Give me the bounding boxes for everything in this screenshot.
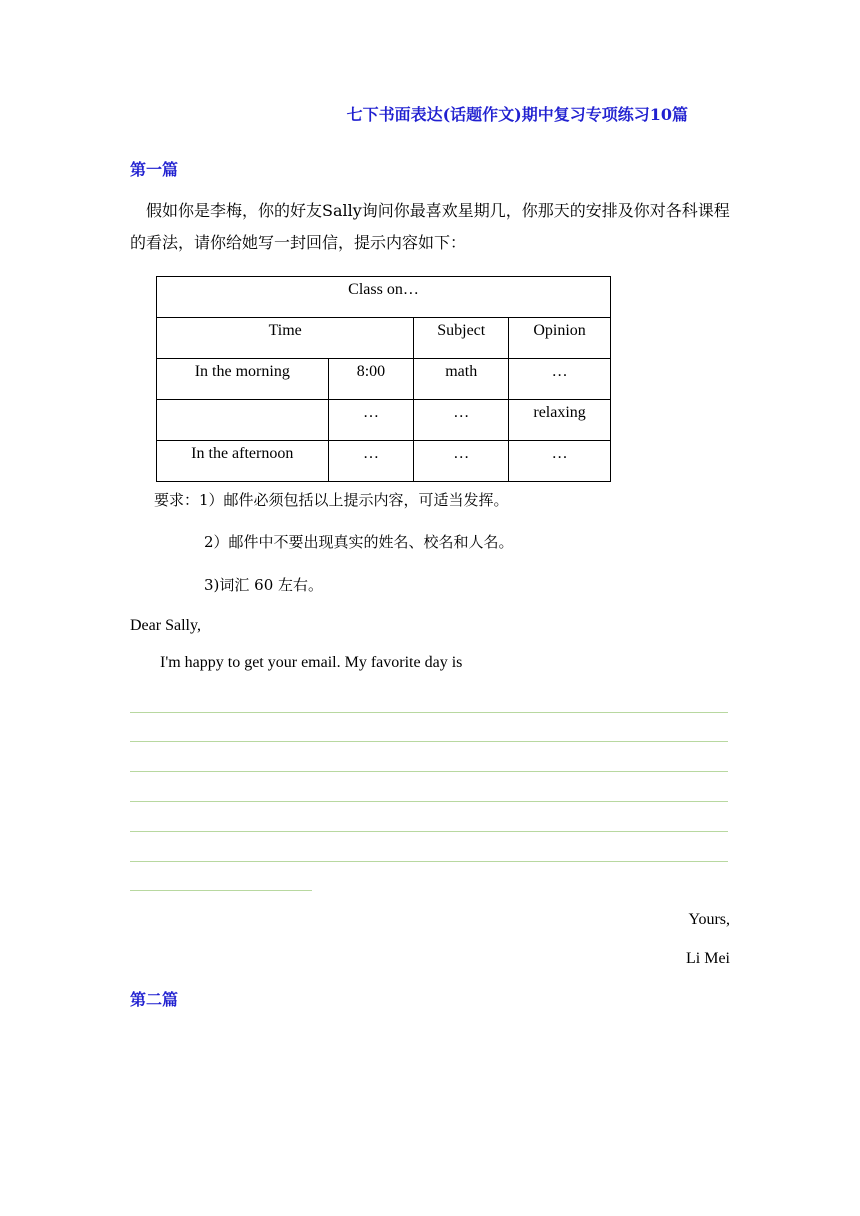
header-subject: Subject (414, 318, 509, 359)
cell-clock: … (328, 441, 414, 482)
table-caption: Class on… (157, 277, 611, 318)
letter-closing: Yours, (688, 911, 730, 928)
page-title: 七下书面表达(话题作文)期中复习专项练习10篇 (346, 105, 688, 124)
prompt-paragraph: 假如你是李梅，你的好友Sally询问你最喜欢星期几，你那天的安排及你对各科课程的看法，请你给她写一封回信，提示内容如下： (130, 201, 730, 252)
table-row (157, 400, 611, 441)
requirement-3: 3)词汇 60 左右。 (204, 576, 324, 594)
cell-opinion: … (509, 441, 611, 482)
cell-opinion: … (509, 359, 611, 400)
class-schedule-table (156, 276, 611, 482)
letter-signature: Li Mei (686, 950, 730, 967)
writing-line (130, 861, 728, 862)
header-opinion: Opinion (509, 318, 611, 359)
cell-clock: 8:00 (328, 359, 414, 400)
cell-subject: math (414, 359, 509, 400)
writing-line (130, 712, 728, 713)
cell-period: In the afternoon (157, 441, 329, 482)
cell-period (157, 400, 329, 441)
letter-salutation: Dear Sally, (130, 617, 201, 634)
table-row (157, 359, 611, 400)
cell-opinion: relaxing (509, 400, 611, 441)
requirement-1: 要求：1）邮件必须包括以上提示内容，可适当发挥。 (154, 491, 509, 509)
table-row (157, 441, 611, 482)
cell-period: In the morning (157, 359, 329, 400)
writing-line (130, 801, 728, 802)
writing-line (130, 831, 728, 832)
writing-line (130, 890, 312, 891)
header-time: Time (157, 318, 414, 359)
requirement-2: 2）邮件中不要出现真实的姓名、校名和人名。 (204, 533, 514, 551)
cell-subject: … (414, 441, 509, 482)
section-heading-1: 第一篇 (130, 160, 179, 179)
cell-subject: … (414, 400, 509, 441)
writing-line (130, 771, 728, 772)
section-heading-2: 第二篇 (130, 990, 179, 1009)
cell-clock: … (328, 400, 414, 441)
writing-line (130, 741, 728, 742)
letter-opener: I'm happy to get your email. My favorite day is (160, 654, 463, 671)
